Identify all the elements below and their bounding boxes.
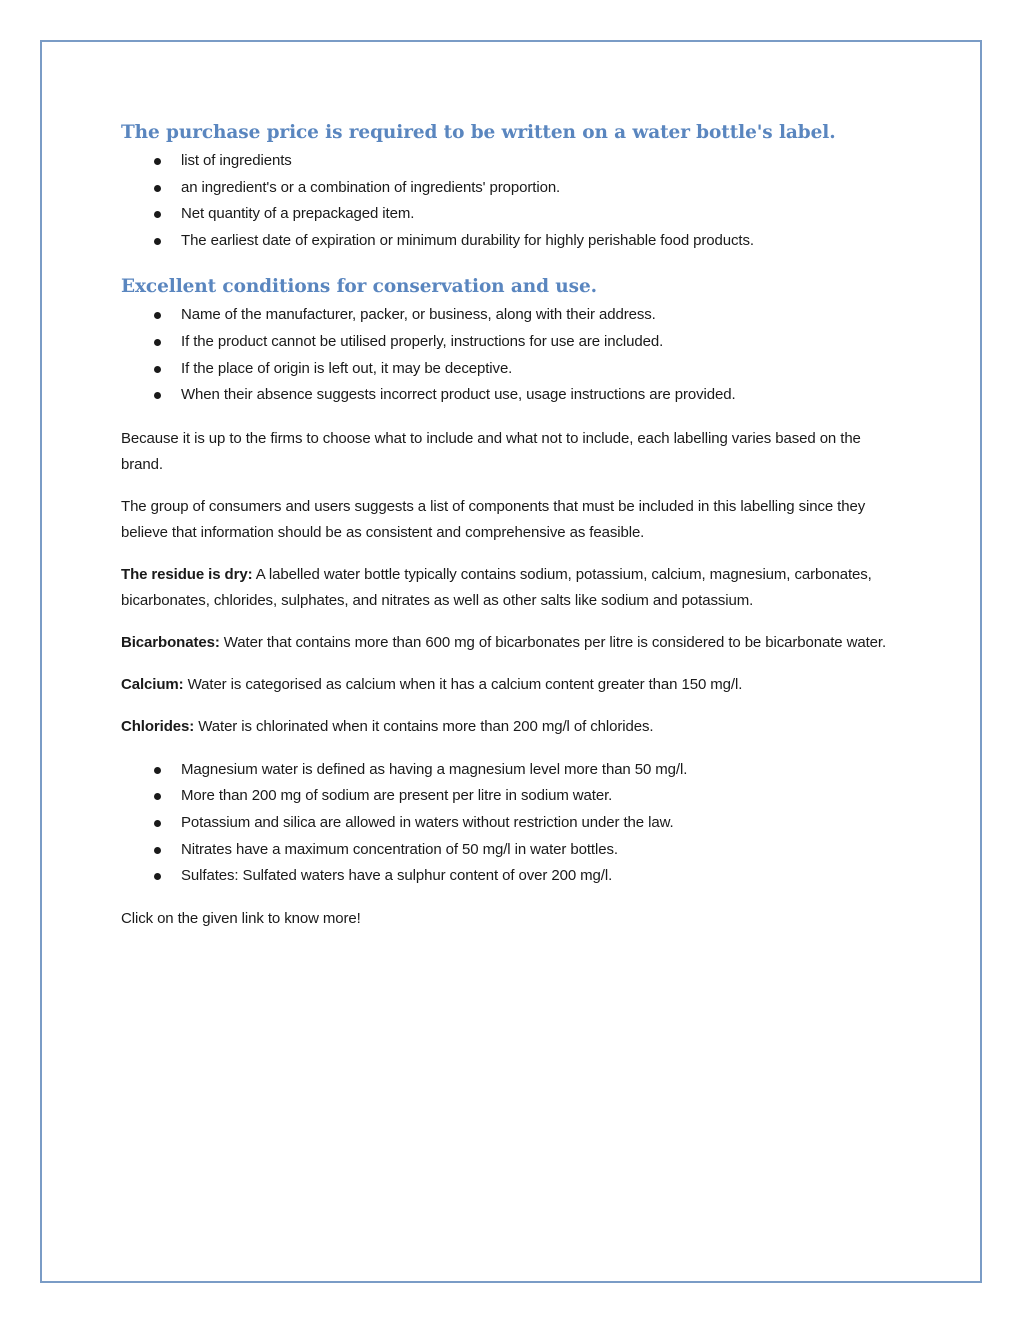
section-heading-conservation: Excellent conditions for conservation and use.: [121, 276, 597, 298]
definition-chlorides: [121, 714, 901, 740]
list-item: Magnesium water is defined as having a magnesium level more than 50 mg/l.: [121, 757, 901, 784]
definition-bicarbonates: [121, 630, 901, 656]
list-item: Name of the manufacturer, packer, or business, along with their address.: [121, 302, 901, 329]
list-item: If the product cannot be utilised properly, instructions for use are included.: [121, 329, 901, 356]
list-item: Potassium and silica are allowed in waters without restriction under the law.: [121, 810, 901, 837]
definition-term: The residue is dry:: [121, 565, 253, 583]
definition-term: Calcium:: [121, 675, 184, 693]
list-item: an ingredient's or a combination of ingredients' proportion.: [121, 175, 901, 202]
list-item: Nitrates have a maximum concentration of 50 mg/l in water bottles.: [121, 837, 901, 864]
list-item: More than 200 mg of sodium are present per litre in sodium water.: [121, 783, 901, 810]
paragraph-labelling-varies: Because it is up to the firms to choose what to include and what not to include, each labelling varies based on the brand.: [121, 429, 861, 473]
definition-calcium: [121, 672, 901, 698]
list-item: list of ingredients: [121, 148, 901, 175]
list-item: Sulfates: Sulfated waters have a sulphur content of over 200 mg/l.: [121, 863, 901, 890]
list-item: If the place of origin is left out, it may be deceptive.: [121, 356, 901, 383]
know-more-link[interactable]: Click on the given link to know more!: [121, 909, 361, 927]
definition-text: Water is categorised as calcium when it has a calcium content greater than 150 mg/l.: [183, 675, 743, 693]
bullet-list-label-requirements: [121, 148, 901, 254]
definition-term: Bicarbonates:: [121, 633, 220, 651]
definition-term: Chlorides:: [121, 717, 195, 735]
bullet-list-conservation: [121, 302, 901, 408]
list-item: The earliest date of expiration or minimum durability for highly perishable food products.: [121, 228, 901, 255]
definition-text: A labelled water bottle typically contains sodium, potassium, calcium, magnesium, carbonates, bicarbonates, chlorides, sulphates, and nitrates as well as other salts like sodium and potassium.: [121, 565, 872, 609]
list-item: When their absence suggests incorrect product use, usage instructions are provided.: [121, 382, 901, 409]
definition-text: Water that contains more than 600 mg of bicarbonates per litre is considered to be bicarbonate water.: [219, 633, 887, 651]
definition-residue: [121, 562, 901, 614]
paragraph-consumer-group: The group of consumers and users suggests a list of components that must be included in this labelling since they believe that information should be as consistent and comprehensive as feasible.: [121, 497, 866, 541]
list-item: Net quantity of a prepackaged item.: [121, 201, 901, 228]
section-heading-label-requirements: The purchase price is required to be written on a water bottle's label.: [121, 122, 836, 143]
bullet-list-water-types: [121, 757, 901, 890]
definition-text: Water is chlorinated when it contains more than 200 mg/l of chlorides.: [194, 717, 654, 735]
document-content: [121, 118, 901, 932]
